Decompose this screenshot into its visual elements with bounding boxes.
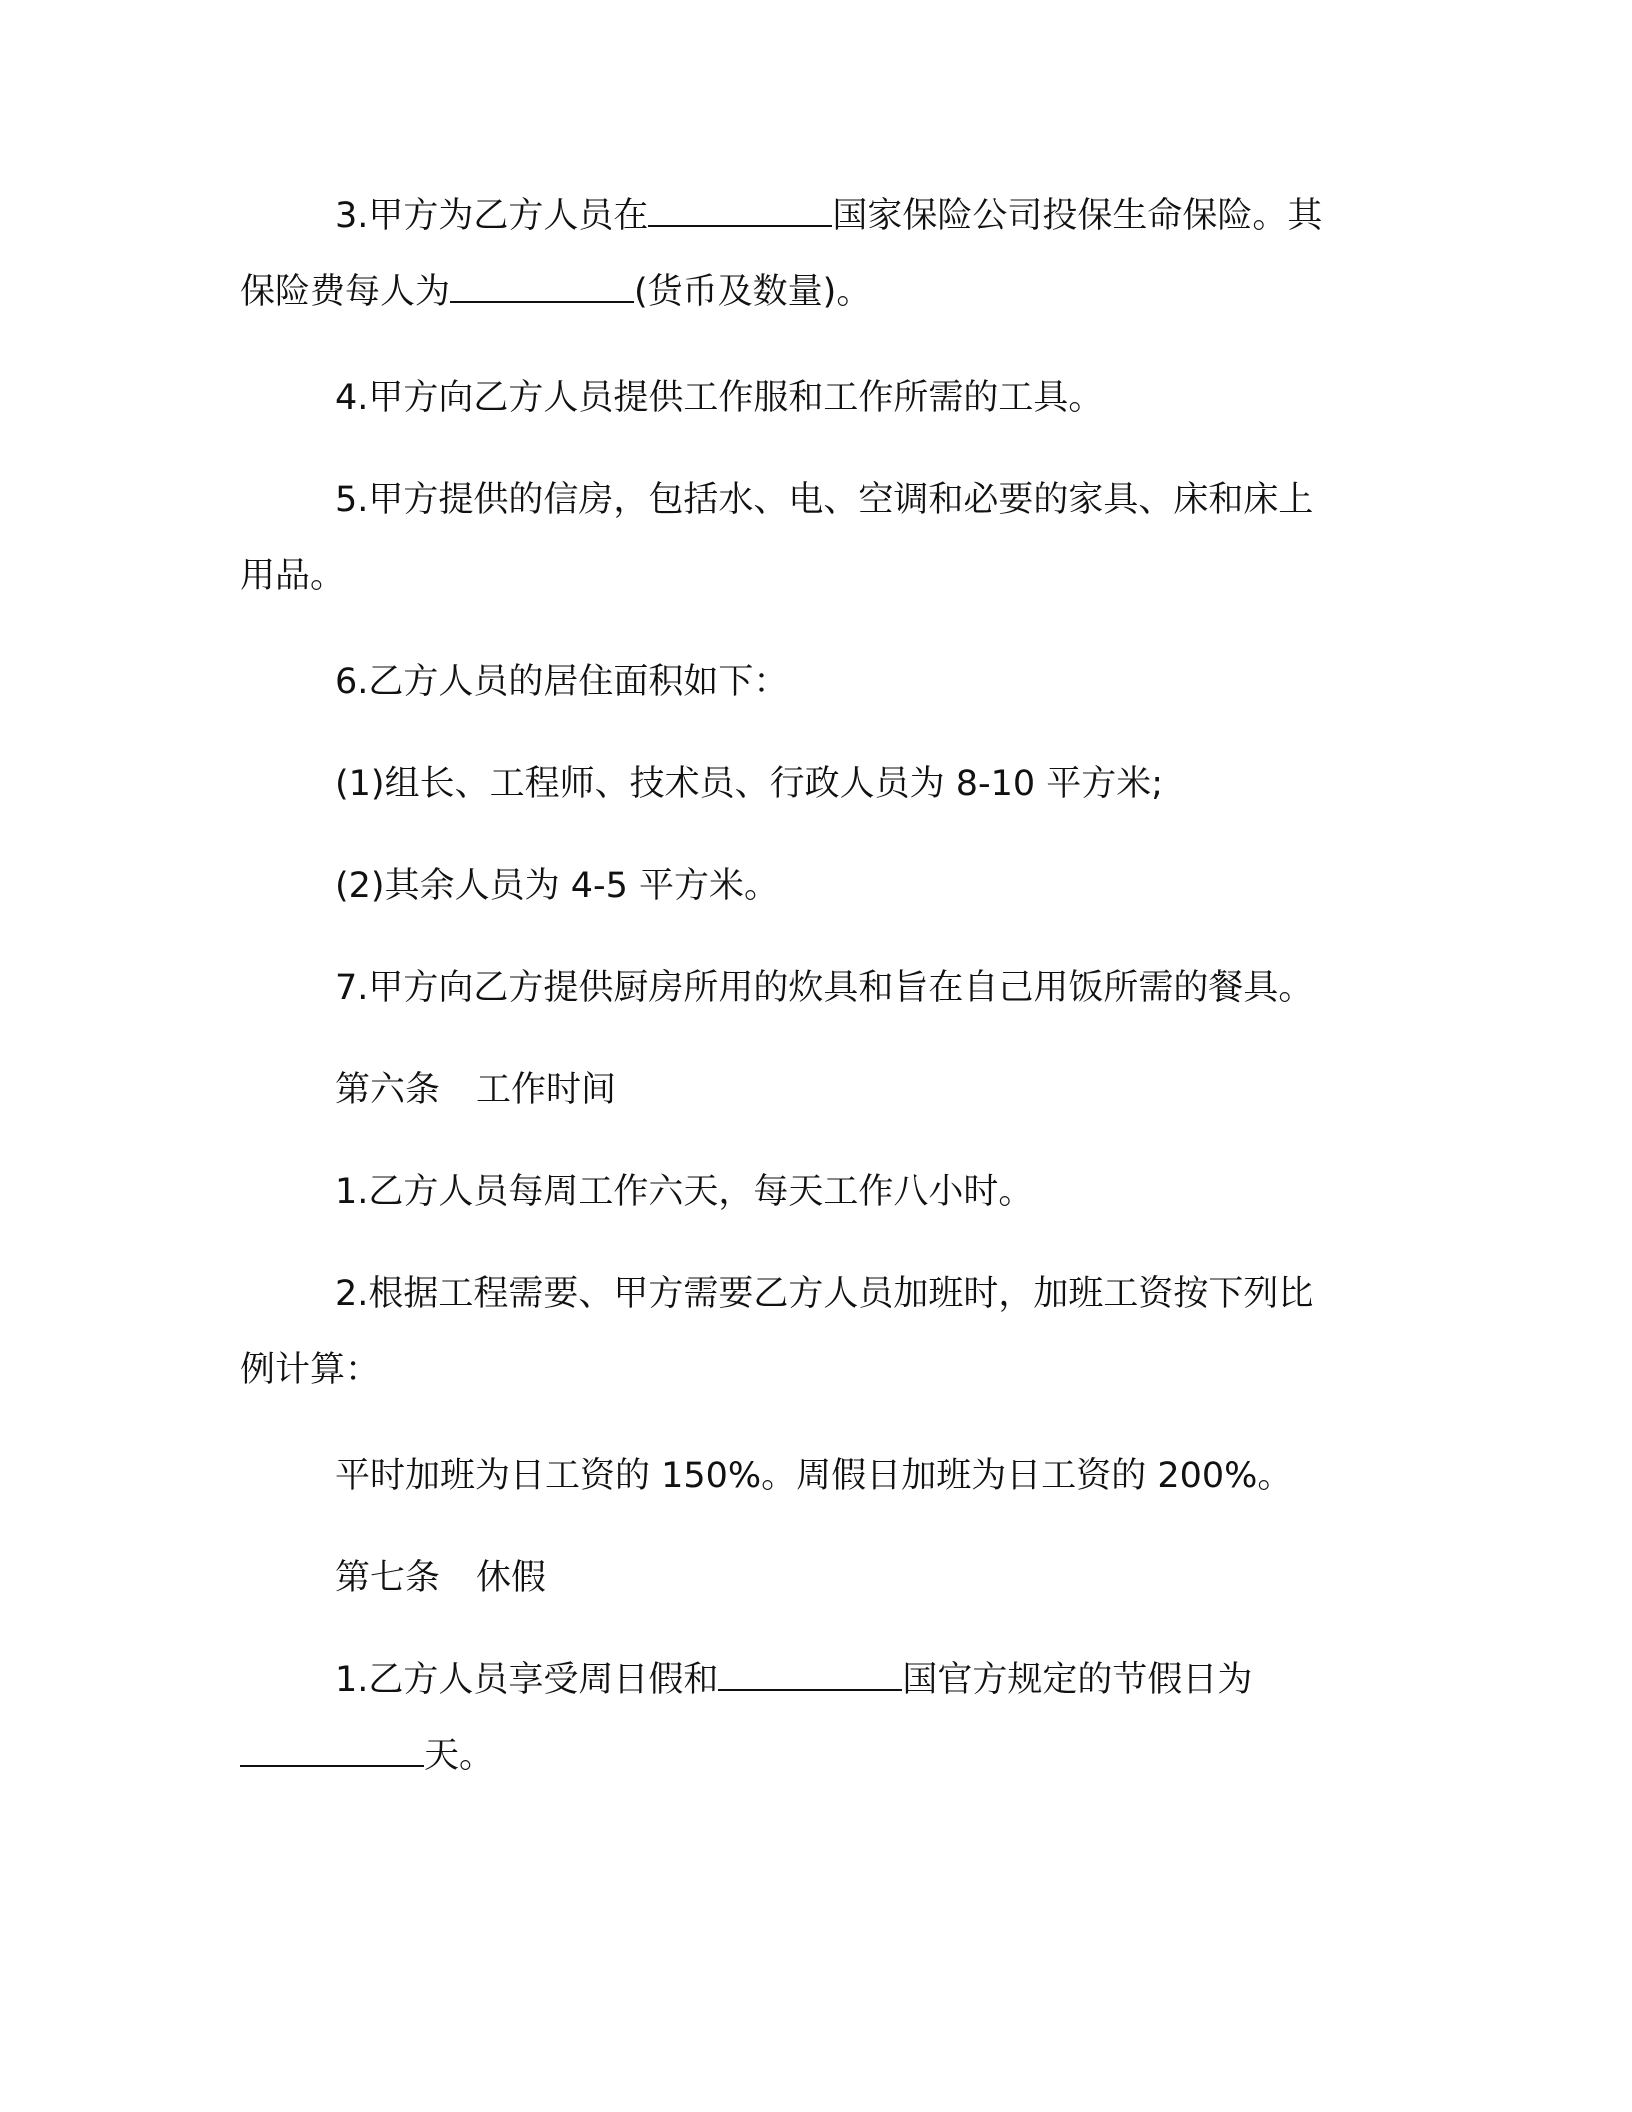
paragraph-6-item-2: (2)其余人员为 4-5 平方米。 — [335, 866, 779, 906]
text-segment: 国官方规定的节假日为 — [902, 1660, 1253, 1700]
article-label: 第六条 — [335, 1070, 441, 1110]
paragraph-6: 6.乙方人员的居住面积如下： — [335, 662, 789, 702]
article-6-item-1: 1.乙方人员每周工作六天，每天工作八小时。 — [335, 1172, 1034, 1212]
fill-in-blank — [718, 1659, 902, 1691]
paragraph-5-line-1: 5.甲方提供的信房，包括水、电、空调和必要的家具、床和床上 — [335, 480, 1314, 520]
paragraph-5-line-2: 用品。 — [240, 556, 346, 596]
text-segment: 3.甲方为乙方人员在 — [335, 196, 649, 236]
article-6-heading — [335, 1068, 1475, 1112]
paragraph-7: 7.甲方向乙方提供厨房所用的炊具和旨在自己用饭所需的餐具。 — [335, 968, 1314, 1008]
article-7-item-1-line-2 — [240, 1734, 1380, 1778]
fill-in-blank — [450, 271, 634, 303]
article-7-item-1-line-1 — [335, 1658, 1475, 1702]
text-segment: 国家保险公司投保生命保险。其 — [832, 196, 1323, 236]
article-6-item-2-line-1: 2.根据工程需要、甲方需要乙方人员加班时，加班工资按下列比 — [335, 1274, 1314, 1314]
paragraph-3-line-1 — [335, 194, 1475, 238]
paragraph-4: 4.甲方向乙方人员提供工作服和工作所需的工具。 — [335, 378, 1104, 418]
article-6-item-2-line-2: 例计算： — [240, 1350, 381, 1390]
paragraph-6-item-1: (1)组长、工程师、技术员、行政人员为 8-10 平方米; — [335, 764, 1164, 804]
paragraph-3-line-2 — [240, 270, 1380, 314]
fill-in-blank — [240, 1735, 424, 1767]
article-title: 工作时间 — [476, 1070, 617, 1110]
text-segment: 保险费每人为 — [240, 272, 451, 312]
text-segment: (货币及数量)。 — [634, 272, 872, 312]
text-segment: 1.乙方人员享受周日假和 — [335, 1660, 719, 1700]
text-segment: 天。 — [424, 1736, 495, 1776]
article-6-item-3: 平时加班为日工资的 150%。周假日加班为日工资的 200%。 — [335, 1456, 1293, 1496]
article-7-heading — [335, 1556, 1475, 1600]
article-label: 第七条 — [335, 1558, 441, 1598]
article-title: 休假 — [476, 1558, 547, 1598]
fill-in-blank — [648, 195, 832, 227]
